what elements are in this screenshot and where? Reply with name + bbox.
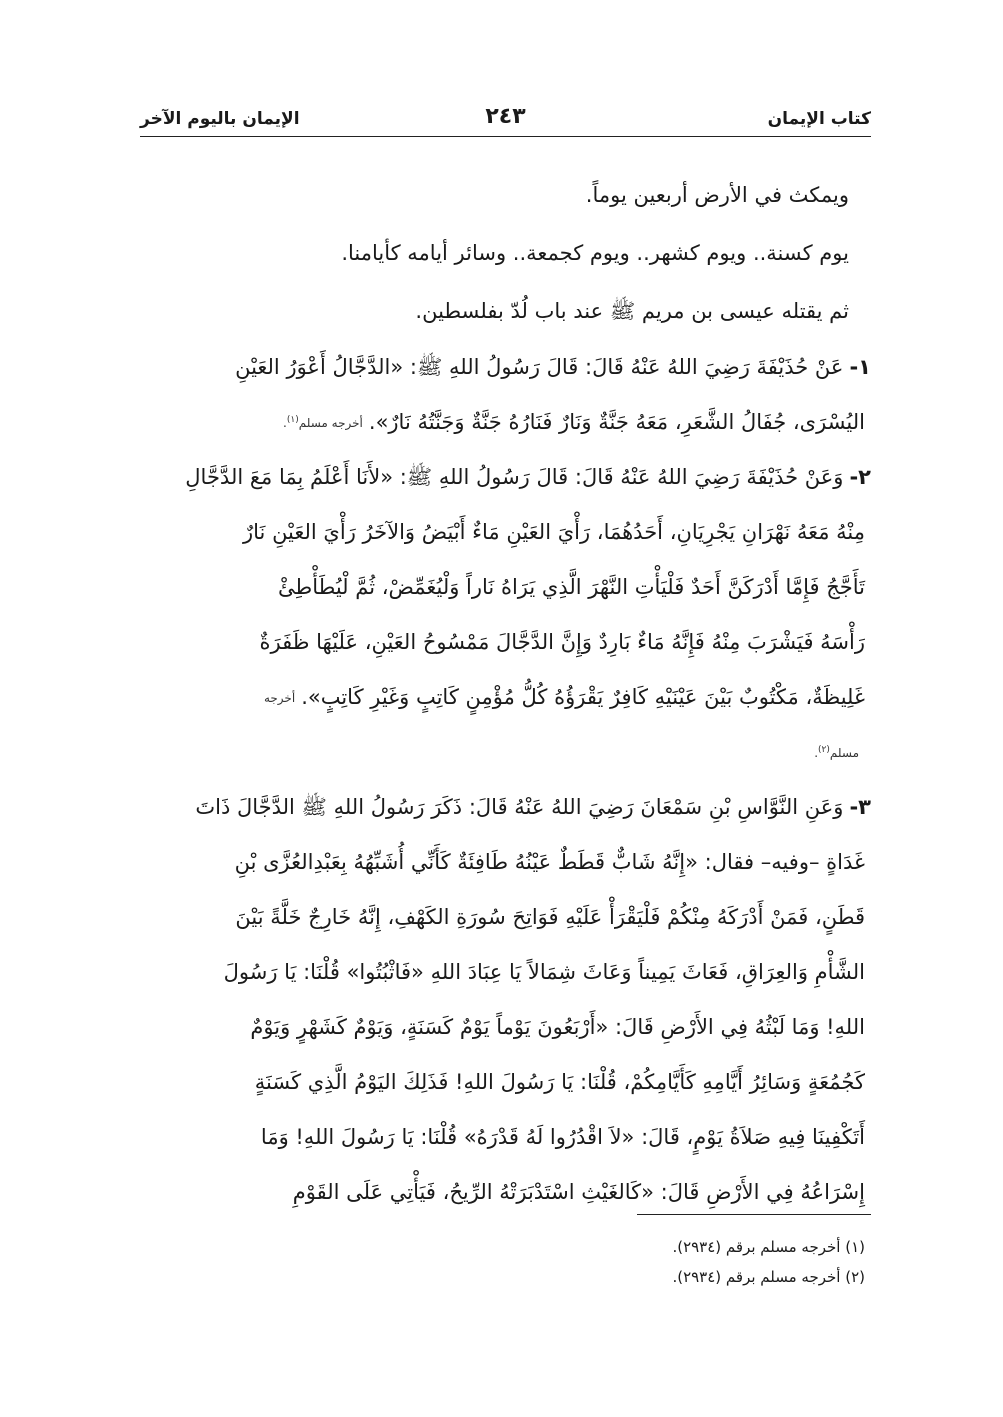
hadith-line: كَجُمُعَةٍ وَسَائِرُ أَيَّامِهِ كَأَيَّامِكُمْ، قُلْنَا: يَا رَسُولَ اللهِ! فَذَلِكَ اليَوْمُ الَّذِي كَسَنَةٍ [254, 1070, 865, 1094]
hadith-line: مِنْهُ مَعَهُ نَهْرَانِ يَجْرِيَانِ، أَحَدُهُمَا، رَأْيَ العَيْنِ مَاءٌ أَبْيَضُ وَالآخَرُ رَأْيَ العَيْنِ نَارٌ [243, 520, 865, 544]
hadith-number: ١- [849, 355, 871, 379]
hadith-number: ٢- [849, 465, 871, 489]
hadith-line [138, 670, 871, 725]
hadith-line [138, 340, 871, 395]
hadith-line [138, 725, 871, 780]
citation [814, 746, 859, 759]
hadith-line [138, 395, 871, 450]
citation-end: . [283, 416, 287, 430]
hadith-text: غَلِيظَةٌ، مَكْتُوبٌ بَيْنَ عَيْنَيْهِ كَافِرٌ يَقْرَؤُهُ كُلُّ مُؤْمِنٍ كَاتِبٍ وَغَيْرِ كَاتِبٍ». [301, 685, 865, 709]
main-text [138, 166, 871, 1220]
header-chapter-title: الإيمان باليوم الآخر [140, 109, 300, 129]
hadith-2 [138, 450, 871, 780]
hadith-1 [138, 340, 871, 450]
hadith-text: اليُسْرَى، جُفَالُ الشَّعَرِ، مَعَهُ جَنَّةٌ وَنَارٌ فَنَارُهُ جَنَّةٌ وَجَنَّتُهُ نَارٌ». [368, 410, 865, 434]
hadith-line [138, 450, 871, 505]
hadith-number: ٣- [849, 795, 871, 819]
intro-line: يوم كسنة.. ويوم كشهر.. ويوم كجمعة.. وسائر أيامه كأيامنا. [341, 240, 849, 265]
hadith-line: غَدَاةٍ –وفيه– فقال: «إِنَّهُ شَابٌّ قَطَطٌ عَيْنُهُ طَافِئَةٌ كَأَنِّي أُشَبِّهُهُ بِعَبْدِالعُزَّى بْنِ [234, 850, 865, 874]
running-header [140, 102, 871, 137]
hadith-line: تَأَجَّجُ فَإِمَّا أَدْرَكَنَّ أَحَدٌ فَلْيَأْتِ النَّهْرَ الَّذِي يَرَاهُ نَاراً وَلْيُغَمِّضْ، ثُمَّ لْيُطَأْطِئْ [277, 575, 865, 599]
hadith-3 [138, 780, 871, 1220]
citation-end: . [814, 746, 819, 760]
hadith-line: قَطَنٍ، فَمَنْ أَدْرَكَهُ مِنْكُمْ فَلْيَقْرَأْ عَلَيْهِ فَوَاتِحَ سُورَةِ الكَهْفِ، إِنَّهُ خَارِجٌ خَلَّةً بَيْنَ [235, 905, 865, 929]
citation [283, 416, 363, 429]
footnotes [140, 1232, 865, 1292]
intro-line: ويمكث في الأرض أربعين يوماً. [585, 182, 849, 207]
header-book-title: كتاب الإيمان [767, 109, 871, 129]
intro-line: ثم يقتله عيسى بن مريم ﷺ عند باب لُدّ بفلسطين. [415, 298, 849, 323]
hadith-text: وَعَنْ حُذَيْفَةَ رَضِيَ اللهُ عَنْهُ قَالَ: قَالَ رَسُولُ اللهِ ﷺ: «لأَنَا أَعْلَمُ بِمَا مَعَ الدَّجَّالِ [185, 465, 844, 489]
hadith-text: عَنْ حُذَيْفَةَ رَضِيَ اللهُ عَنْهُ قَالَ: قَالَ رَسُولُ اللهِ ﷺ: «الدَّجَّالُ أَعْوَرُ العَيْنِ [235, 355, 844, 379]
citation-text: أخرجه [263, 690, 296, 705]
footnote-separator [637, 1214, 871, 1215]
citation-text: مسلم [829, 746, 859, 760]
hadith-line: الشَّأْمِ وَالعِرَاقِ، فَعَاثَ يَمِيناً وَعَاثَ شِمَالاً يَا عِبَادَ اللهِ «فَاثْبُتُوا» قُلْنَا: يَا رَسُولَ [223, 960, 865, 984]
footnote-ref[interactable]: (٢) [818, 745, 830, 755]
footnote-2: (٢) أخرجه مسلم برقم (٢٩٣٤). [672, 1268, 865, 1286]
hadith-text: وَعَنِ النَّوَّاسِ بْنِ سَمْعَانَ رَضِيَ اللهُ عَنْهُ قَالَ: ذَكَرَ رَسُولُ اللهِ ﷺ الدَّجَّالَ ذَاتَ [195, 795, 844, 819]
hadith-line [138, 780, 871, 835]
hadith-line: اللهِ! وَمَا لَبْثُهُ فِي الأَرْضِ قَالَ: «أَرْبَعُونَ يَوْماً يَوْمٌ كَسَنَةٍ، وَيَوْمٌ كَشَهْرٍ وَيَوْمٌ [250, 1015, 865, 1039]
page-number: ٢٤٣ [485, 104, 526, 129]
footnote-1: (١) أخرجه مسلم برقم (٢٩٣٤). [672, 1238, 865, 1256]
citation-text: أخرجه مسلم [298, 416, 363, 430]
hadith-line: أَتَكْفِينَا فِيهِ صَلاَةُ يَوْمٍ، قَالَ: «لاَ اقْدُرُوا لَهُ قَدْرَهُ» قُلْنَا: يَا رَسُولَ اللهِ! وَمَا [260, 1125, 865, 1149]
hadith-line: رَأْسَهُ فَيَشْرَبَ مِنْهُ فَإِنَّهُ مَاءٌ بَارِدٌ وَإِنَّ الدَّجَّالَ مَمْسُوحُ العَيْنِ، عَلَيْهَا ظَفَرَةٌ [259, 630, 865, 654]
footnote-ref[interactable]: (١) [286, 415, 299, 425]
hadith-line: إِسْرَاعُهُ فِي الأَرْضِ قَالَ: «كَالغَيْثِ اسْتَدْبَرَتْهُ الرِّيحُ، فَيَأْتِي عَلَى القَوْمِ [292, 1180, 865, 1204]
